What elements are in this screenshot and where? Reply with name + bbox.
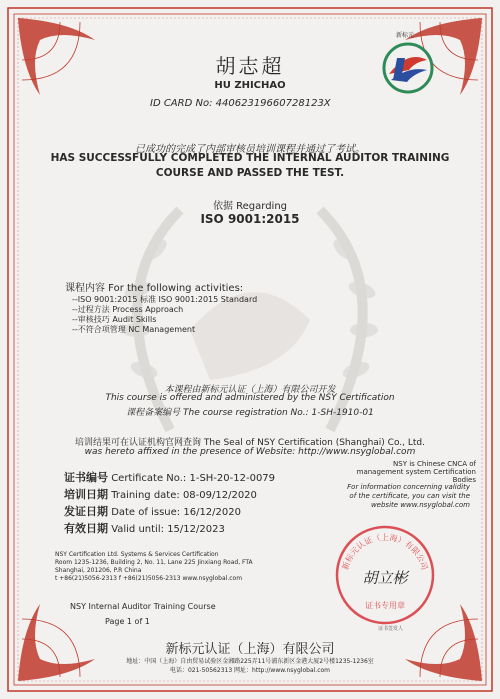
activities-list [72,295,257,335]
regarding-label: 依据 Regarding [212,201,288,212]
valid-until-value: 15/12/2023 [167,524,225,535]
training-date-row [64,487,275,504]
id-card-number: 44062319660728123X [215,98,331,109]
training-label-cn: 培训日期 [64,488,108,501]
company-info [55,551,253,583]
standard-name: ISO 9001:2015 [200,212,300,226]
course-offered-en: This course is offered and administered by the NSY Certification [105,393,395,403]
certificate-number-row [64,470,275,487]
training-date-value: 08-09/12/2020 [182,490,257,501]
footer-company-name: 新标元认证（上海）有限公司 [165,642,335,657]
completion-line-2: COURSE AND PASSED THE TEST. [155,167,345,179]
issue-date-row [64,504,275,521]
verify-note: For information concerning validity of the certificate, you can visit the website www.nsyglobal.com [347,483,470,509]
cnca-note: NSY is Chinese CNCA of management system Certification Bodies [356,460,476,484]
stamp-caption: 证书签发人 [378,626,404,632]
company-info-line: Room 1235-1236, Building 2, No. 11, Lane 225 Jinxiang Road, FTA [55,559,253,566]
valid-label-cn: 有效日期 [64,522,108,535]
course-registration: 课程备案编号 The course registration No.: 1-SH-1910-01 [126,408,374,418]
footer-page-number: Page 1 of 1 [105,617,150,626]
course-offered-cn: 本课程由新标元认证（上海）有限公司开发 [164,385,336,395]
valid-label-en: Valid until: [111,524,164,535]
stamp-signature: 胡立彬 [362,569,408,587]
issue-label-cn: 发证日期 [64,505,108,518]
company-info-line: Shanghai, 201206, P.R China [55,567,142,574]
stamp-bottom-text: 证书专用章 [365,601,405,610]
issue-label-en: Date of issue: [111,507,181,518]
activities-title: 课程内容 For the following activities: [65,283,244,294]
cert-number-label-cn: 证书编号 [64,471,108,484]
cert-number-value: 1-SH-20-12-0079 [189,473,276,484]
id-card-label: ID CARD No: [150,98,213,109]
certificate-details [64,470,275,538]
completion-statement-cn: 已成功的完成了内部审核员培训课程并通过了考试。 [135,144,365,155]
footer-course-name: NSY Internal Auditor Training Course [70,602,216,611]
cert-number-label-en: Certificate No.: [111,473,187,484]
official-seal-stamp [330,520,440,630]
completion-statement-en [0,151,500,181]
brand-name: 新标元 [396,32,415,39]
footer-contact: 电话：021-50562313 网址：http://www.nsyglobal.com [169,667,331,674]
activity-item: --ISO 9001:2015 标准 ISO 9001:2015 Standard [72,295,258,304]
seal-statement-en: was hereto affixed in the presence of Website: http://www.nsyglobal.com [84,447,416,457]
activity-item: --过程方法 Process Approach [72,305,184,314]
activity-item: --审核技巧 Audit Skills [72,315,157,324]
recipient-name-en: HU ZHICHAO [214,80,286,91]
footer-address: 地址：中国（上海）自由贸易试验区金湘路225弄11号浦东新区金港大厦2号楼1235-1236室 [126,658,374,665]
company-info-line: t +86(21)5056-2313 f +86(21)5056-2313 www.nsyglobal.com [55,575,243,582]
company-info-line: NSY Certification Ltd. Systems & Services Certification [55,551,219,558]
activity-item: --不符合项管理 NC Management [72,325,196,334]
id-card-line [150,98,331,109]
completion-line-1: HAS SUCCESSFULLY COMPLETED THE INTERNAL AUDITOR TRAINING [50,152,450,164]
recipient-name-cn: 胡志超 [215,54,285,78]
issue-date-value: 16/12/2020 [183,507,241,518]
stamp-top-text: 新标元认证（上海）有限公司 [340,533,430,572]
seal-statement-cn: 培训结果可在认证机构官网查询 The Seal of NSY Certification (Shanghai) Co., Ltd. [75,438,425,448]
training-label-en: Training date: [111,490,180,501]
valid-until-row [64,521,275,538]
